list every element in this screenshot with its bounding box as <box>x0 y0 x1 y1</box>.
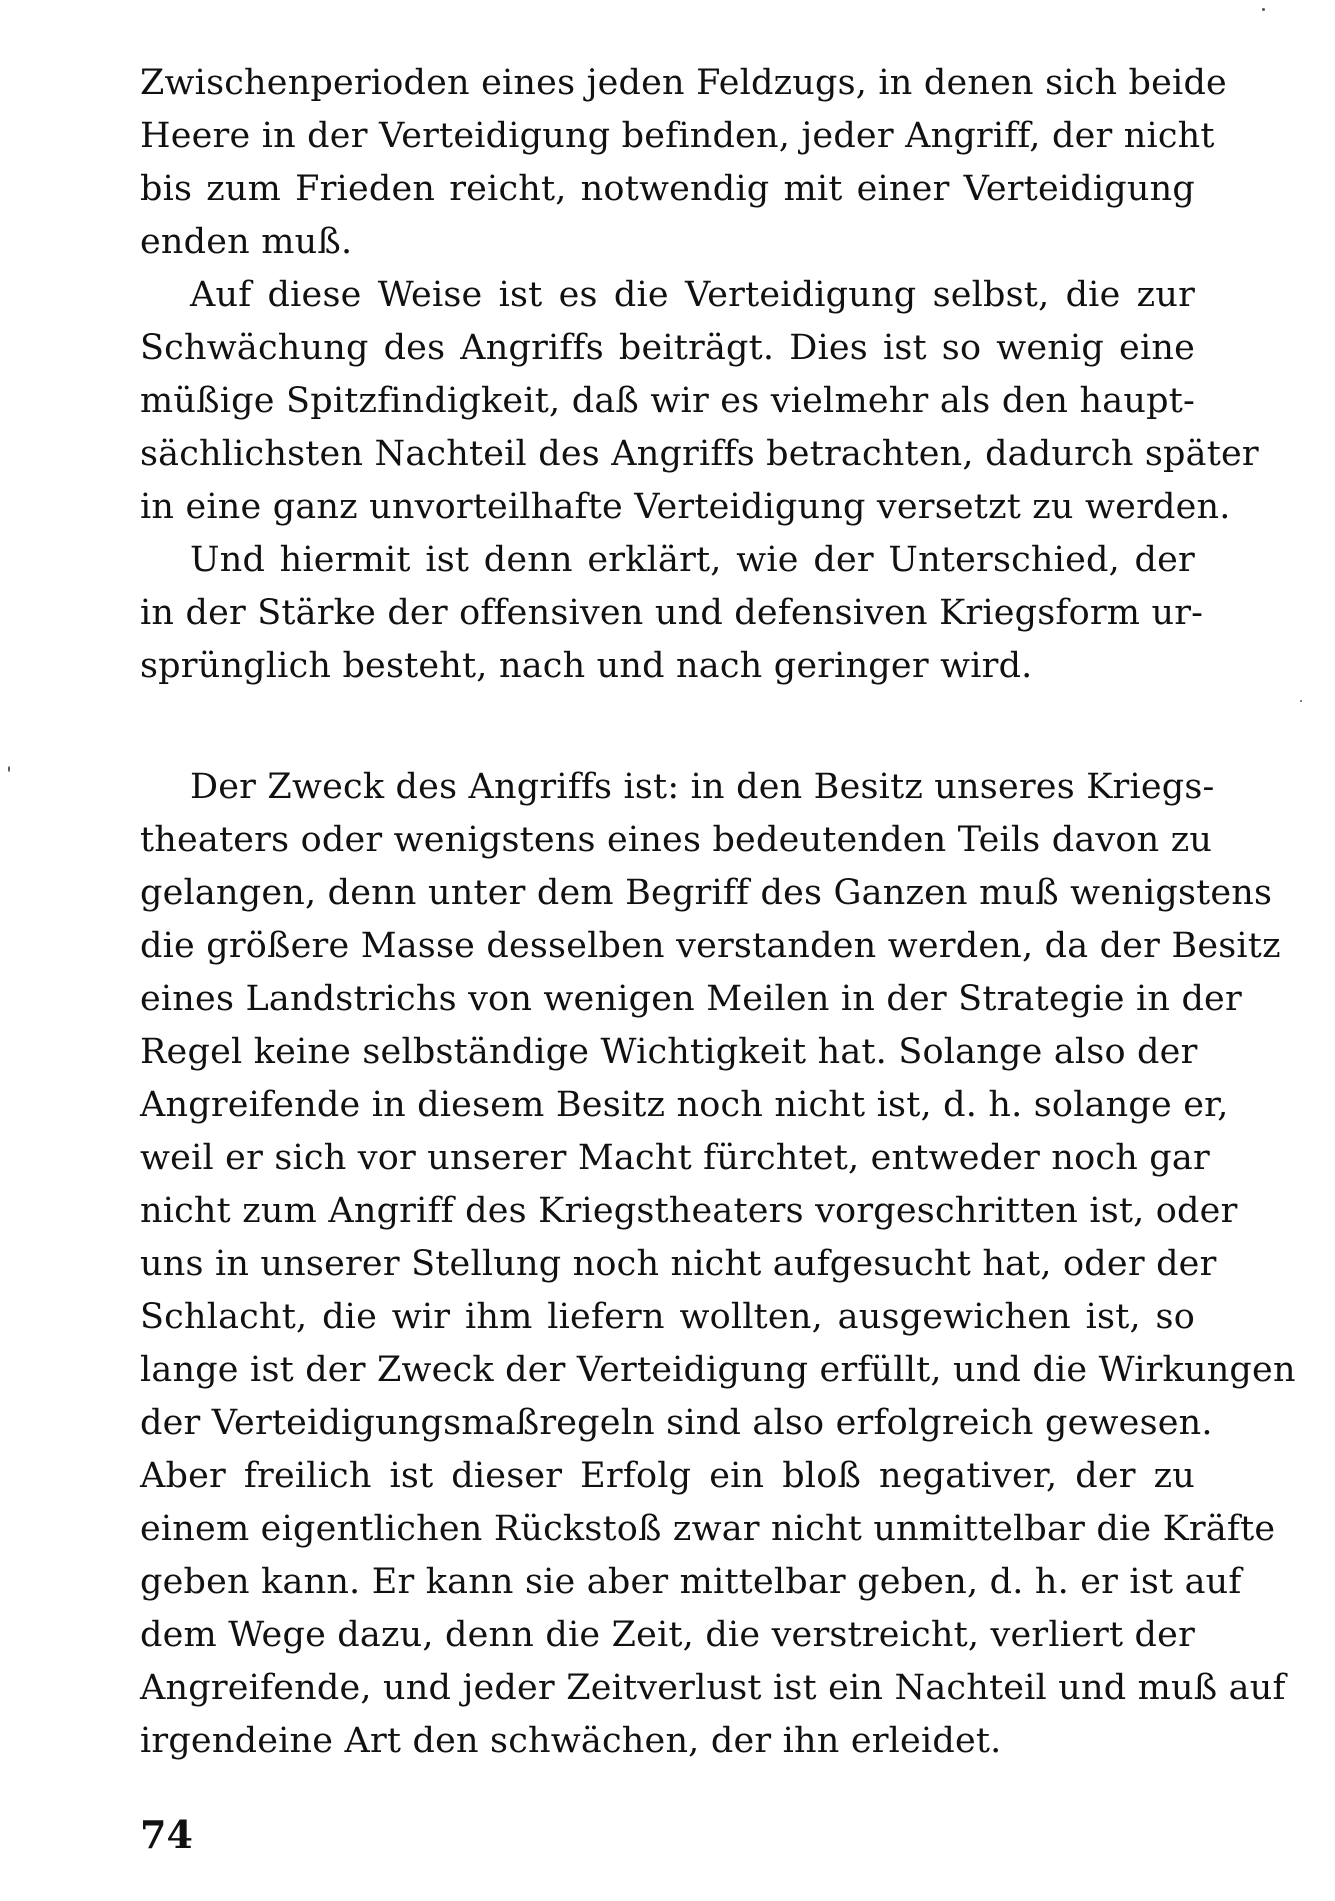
text-line: lange ist der Zweck der Verteidigung erfüllt, und die Wirkungen <box>140 1350 1296 1390</box>
text-line: die größere Masse desselben verstanden werden, da der Besitz <box>140 926 1281 966</box>
text-line: Angreifende in diesem Besitz noch nicht ist, d. h. solange er, <box>140 1085 1229 1125</box>
text-line: Regel keine selbständige Wichtigkeit hat. Solange also der <box>140 1032 1198 1072</box>
text-line: weil er sich vor unserer Macht fürchtet, entweder noch gar <box>140 1138 1210 1178</box>
text-line: geben kann. Er kann sie aber mittelbar geben, d. h. er ist auf <box>140 1562 1242 1602</box>
scan-speck <box>8 766 10 772</box>
text-line: der Verteidigungsmaßregeln sind also erfolgreich gewesen. <box>140 1403 1213 1443</box>
text-line: in der Stärke der offensiven und defensiven Kriegsform ur- <box>140 593 1204 633</box>
text-line: sprünglich besteht, nach und nach geringer wird. <box>140 646 1033 686</box>
text-line: einem eigentlichen Rückstoß zwar nicht unmittelbar die Kräfte <box>140 1509 1276 1549</box>
text-line: in eine ganz unvorteilhafte Verteidigung versetzt zu werden. <box>140 487 1231 527</box>
scan-speck <box>1300 700 1302 702</box>
text-line: Schlacht, die wir ihm liefern wollten, ausgewichen ist, so <box>140 1297 1195 1337</box>
text-line: Aber freilich ist dieser Erfolg ein bloß negativer, der zu <box>140 1456 1195 1496</box>
text-line: sächlichsten Nachteil des Angriffs betrachten, dadurch später <box>140 434 1259 474</box>
text-line: Heere in der Verteidigung befinden, jeder Angriff, der nicht <box>140 116 1215 156</box>
text-line: enden muß. <box>140 222 353 262</box>
text-line: Zwischenperioden eines jeden Feldzugs, in denen sich beide <box>140 63 1227 103</box>
page-number: 74 <box>140 1812 193 1857</box>
text-line: müßige Spitzfindigkeit, daß wir es vielmehr als den haupt- <box>140 381 1195 421</box>
text-line: Schwächung des Angriffs beiträgt. Dies ist so wenig eine <box>140 328 1195 368</box>
text-line: Der Zweck des Angriffs ist: in den Besitz unseres Kriegs- <box>190 767 1215 807</box>
text-line: irgendeine Art den schwächen, der ihn erleidet. <box>140 1721 1002 1761</box>
text-line: nicht zum Angriff des Kriegstheaters vorgeschritten ist, oder <box>140 1191 1238 1231</box>
text-line: dem Wege dazu, denn die Zeit, die verstreicht, verliert der <box>140 1615 1195 1655</box>
text-line: uns in unserer Stellung noch nicht aufgesucht hat, oder der <box>140 1244 1217 1284</box>
scan-speck <box>1262 8 1265 11</box>
text-line: theaters oder wenigstens eines bedeutenden Teils davon zu <box>140 820 1213 860</box>
text-line: Auf diese Weise ist es die Verteidigung selbst, die zur <box>190 275 1195 315</box>
text-line: Und hiermit ist denn erklärt, wie der Unterschied, der <box>190 540 1195 580</box>
text-line: gelangen, denn unter dem Begriff des Ganzen muß wenigstens <box>140 873 1273 913</box>
text-line: Angreifende, und jeder Zeitverlust ist ein Nachteil und muß auf <box>140 1668 1286 1708</box>
text-line: bis zum Frieden reicht, notwendig mit einer Verteidigung <box>140 169 1195 209</box>
text-line: eines Landstrichs von wenigen Meilen in der Strategie in der <box>140 979 1242 1019</box>
